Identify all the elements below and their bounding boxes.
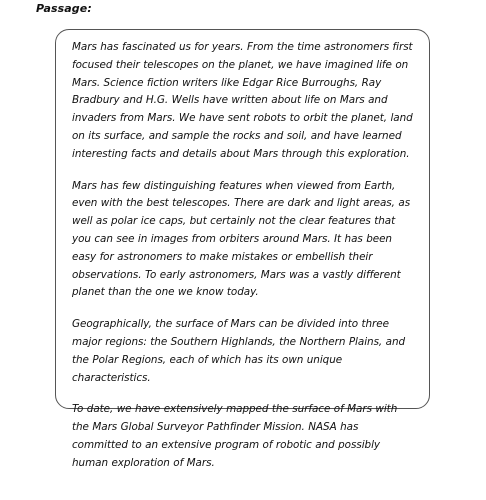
passage-heading: Passage: xyxy=(36,2,92,15)
passage-paragraph-4: To date, we have extensively mapped the surface of Mars with the Mars Global Surveyor Pathfinder Mission. NASA has committed to an extensive program of robotic and possibly human exploration of Mars. xyxy=(72,403,398,469)
passage-paragraph-2: Mars has few distinguishing features when viewed from Earth, even with the best telescopes. There are dark and light areas, as well as polar ice caps, but certainly not the clear features that you can see in images from orbiters around Mars. It has been easy for astronomers to make mistakes or embellish their observations. To early astronomers, Mars was a vastly different planet than the one we know today. xyxy=(72,179,411,299)
passage-paragraph-1: Mars has fascinated us for years. From the time astronomers first focused their telescopes on the planet, we have imagined life on Mars. Science fiction writers like Edgar Rice Burroughs, Ray Bradbury and H.G. Wells have written about life on Mars and invaders from Mars. We have sent robots to orbit the planet, land on its surface, and sample the rocks and soil, and have learned interesting facts and details about Mars through this exploration. xyxy=(72,41,413,160)
passage-paragraph-3: Geographically, the surface of Mars can be divided into three major regions: the Southern Highlands, the Northern Plains, and the Polar Regions, each of which has its own unique characteristics. xyxy=(72,318,406,384)
passage-box xyxy=(55,29,430,469)
